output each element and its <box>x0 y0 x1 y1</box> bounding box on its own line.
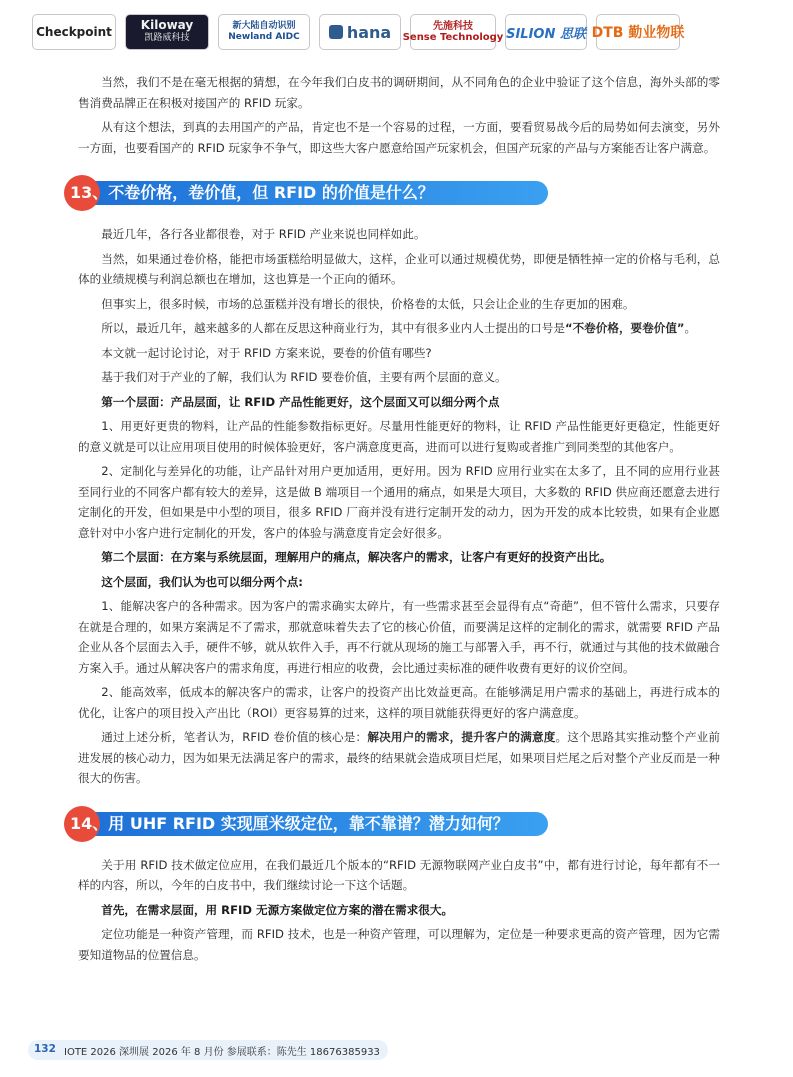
newland-logo <box>218 14 310 50</box>
paragraph: 但事实上，很多时候，市场的总蛋糕并没有增长的很快，价格卷的太低，只会让企业的生存更加的困难。 <box>101 296 635 311</box>
checkpoint-logo <box>32 14 116 50</box>
dtb-logo <box>591 14 685 50</box>
section-14-heading <box>64 805 720 843</box>
paragraph: 当然，我们不是在毫无根据的猜想，在今年我们白皮书的调研期间，从不同角色的企业中验证了这个信息，海外头部的零售消费品牌正在积极对接国产的 RFID 玩家。 <box>78 75 720 110</box>
page-footer <box>28 1040 388 1060</box>
logo-text: Checkpoint <box>36 25 112 39</box>
hana-logo <box>319 14 401 50</box>
footer-text: IOTE 2026 深圳展 2026 年 8 月份 参展联系：陈先生 18676385933 <box>64 1047 380 1058</box>
logo-subtext: Sense Technology <box>402 32 504 43</box>
emphasis: “不卷价格，要卷价值” <box>564 321 685 335</box>
logo-text: 先施科技 <box>433 21 473 32</box>
logo-subtext: 凯路威科技 <box>144 33 190 43</box>
section-13-heading <box>64 174 720 212</box>
kiloway-logo <box>125 14 209 50</box>
paragraph: 从有这个想法，到真的去用国产的产品，肯定也不是一个容易的过程，一方面，要看贸易战今后的局势如何去演变，另外一方面，也要看国产的 RFID 玩家争不争气，即这些大客户愿意给国产玩家机会，但国产玩家的产品与方案能否让客户满意。 <box>78 120 720 155</box>
logo-text: DTB 勤业物联 <box>591 25 685 41</box>
paragraph: 当然，如果通过卷价格，能把市场蛋糕给明显做大，这样，企业可以通过规模优势，即便是牺牲掉一定的价格与毛利，总体的业绩规模与利润总额也在增加，这也算是一个正向的循环。 <box>78 251 720 286</box>
silion-logo <box>505 14 587 50</box>
paragraph: 定位功能是一种资产管理，而 RFID 技术，也是一种资产管理，可以理解为，定位是一种要求更高的资产管理，因为它需要知道物品的位置信息。 <box>78 927 720 962</box>
paragraph: 本文就一起讨论讨论，对于 RFID 方案来说，要卷的价值有哪些? <box>101 345 432 360</box>
text-run: 通过上述分析，笔者认为，RFID 卷价值的核心是： <box>101 730 368 744</box>
emphasis: 解决用户的需求，提升客户的满意度 <box>367 730 556 744</box>
logo-text: 新大陆自动识别 <box>232 21 296 31</box>
paragraph: 最近几年，各行各业都很卷，对于 RFID 产业来说也同样如此。 <box>101 227 426 241</box>
paragraph: 基于我们对于产业的了解，我们认为 RFID 要卷价值，主要有两个层面的意义。 <box>101 370 507 384</box>
hana-icon <box>329 25 343 39</box>
paragraph: 关于用 RFID 技术做定位应用，在我们最近几个版本的“RFID 无源物联网产业白皮书”中，都有进行讨论，每年都有不一样的内容，所以，今年的白皮书中，我们继续讨论一下这个话题。 <box>78 857 720 892</box>
subheading: 第二个层面：在方案与系统层面，理解用户的痛点，解决客户的需求，让客户有更好的投资产出比。 <box>101 550 612 564</box>
partner-logos <box>32 14 772 52</box>
text-run: 。这个思路其实推动整个产业前进发展的核心动力，因为如果无法满足客户的需求，最终的结果就会造成项目烂尾，如果项目烂尾之后对整个产业反而是一种很大的伤害。 <box>78 730 720 785</box>
paragraph <box>78 318 720 339</box>
paragraph: 2、能高效率，低成本的解决客户的需求，让客户的投资产出比效益更高。在能够满足用户需求的基础上，再进行成本的优化，让客户的项目投入产出比（ROI）更容易算的过来，这样的项目就能获得更好的客户满意度。 <box>78 685 720 720</box>
sense-logo <box>402 14 504 50</box>
paragraph: 2、定制化与差异化的功能，让产品针对用户更加适用，更好用。因为 RFID 应用行业实在太多了，且不同的应用行业甚至同行业的不同客户都有较大的差异，这是做 B 端项目一个通用的痛点，如果是大项目，大多数的 RFID 供应商还愿意去进行定制化的开发，但如果是中小型的项目，很多 RFID 厂商并没有进行定制开发的动力，因为开发的成本比较贵，如果有企业愿意针对中小客户进行定制化的开发，客户的体验与满意度肯定会好很多。 <box>78 464 720 540</box>
logo-text: hana <box>346 22 392 42</box>
text-run: 所以，最近几年，越来越多的人都在反思这种商业行为，其中有很多业内人士提出的口号是 <box>101 321 565 335</box>
paragraph <box>78 727 720 789</box>
section-title: 13、不卷价格，卷价值，但 RFID 的价值是什么？ <box>70 183 434 202</box>
article-body <box>70 72 720 969</box>
subheading: 第一个层面：产品层面，让 RFID 产品性能更好，这个层面又可以细分两个点 <box>101 394 500 409</box>
subheading: 这个层面，我们认为也可以细分两个点: <box>101 574 303 589</box>
page-number: 132 <box>34 1043 56 1055</box>
subheading: 首先，在需求层面，用 RFID 无源方案做定位方案的潜在需求很大。 <box>101 902 454 917</box>
logo-text: Kiloway <box>140 18 194 32</box>
section-title: 14、用 UHF RFID 实现厘米级定位，靠不靠谱？潜力如何？ <box>70 813 509 833</box>
text-run: 。 <box>684 321 697 335</box>
paragraph: 1、能解决客户的各种需求。因为客户的需求确实太碎片，有一些需求甚至会显得有点“奇葩”，但不管什么需求，只要存在就是合理的，如果方案满足不了需求，那就意味着失去了它的核心价值，而要满足这样的定制化的需求，就需要 RFID 产品企业从各个层面去入手，硬件不够，就从软件入手，再不行就从现场的施工与部署入手，再不行，就通过与其他的技术做融合方案入手。通过从解决客户的需求角度，再进行相应的收费，会比通过卖标准的硬件收费有更好的议价空间。 <box>78 599 720 675</box>
logo-text: SILION 思联 <box>506 26 586 42</box>
logo-subtext: Newland AIDC <box>228 32 300 42</box>
paragraph: 1、用更好更贵的物料，让产品的性能参数指标更好。尽量用性能更好的物料，让 RFID 产品性能更好更稳定，性能更好的意义就是可以让应用项目使用的时候体验更好，客户满意度更高，进而可以进行复购或者推广到同类型的其他客户。 <box>78 419 720 454</box>
